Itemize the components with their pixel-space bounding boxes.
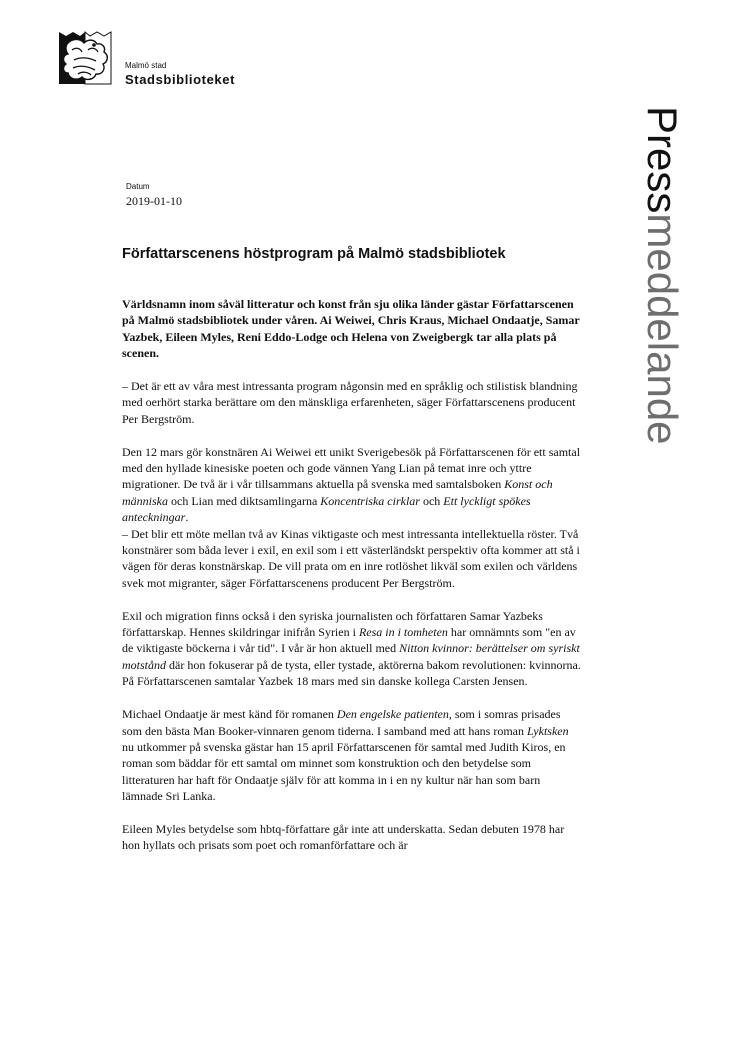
organization-name: Stadsbiblioteket	[125, 72, 236, 87]
book-title: Resa in i tomheten	[358, 625, 448, 640]
book-title: Koncentriska cirklar	[320, 493, 420, 508]
paragraph-michael-ondaatje: Michael Ondaatje är mest känd för romanen Den engelske patienten, som i somras prisades som den bästa Man Booker-vinnaren genom tiderna. I samband med att hans roman Lyktsken nu utkommer på svenska gästar han 15 april Författarscenen för samtal med Judith Kiros, en roman som bäddar för ett samtal om minnet som konstruktion och den betydelse som litteraturen har haft för Ondaatje själv för att komma in i en ny kultur när han som barn lämnade Sri Lanka.	[122, 707, 569, 804]
article-body	[122, 296, 582, 870]
book-title: Konst och människa	[122, 477, 553, 508]
paragraph-eileen-myles: Eileen Myles betydelse som hbtq-författare går inte att underskatta. Sedan debuten 1978 har hon hyllats och prisats som poet och romanförfattare och är	[122, 821, 565, 853]
paragraph-samar-yazbek: Exil och migration finns också i den syriska journalisten och författaren Samar Yazbeks författarskap. Hennes skildringar inifrån Syrien i Resa in i tomheten har omnämnts som "en av de viktigaste böckerna i vår tid". I vår är hon aktuell med Nitton kvinnor: berättelser om syriskt motstånd där hon fokuserar på de tysta, eller tystade, aktörerna bakom revolutionen: kvinnorna. På Författarscenen samtalar Yazbek 18 mars med sin danske kollega Carsten Jensen.	[122, 608, 581, 689]
paragraph-ai-weiwei: Den 12 mars gör konstnären Ai Weiwei ett unikt Sverigebesök på Författarscenen för ett samtal med den hyllade kinesiske poeten och gode vännen Yang Lian på temat inre och yttre migrationer. De två är i vår tillsammans aktuella på svenska med samtalsboken Konst och människa och Lian med diktsamlingarna Koncentriska cirklar och Ett lyckligt spökes anteckningar. – Det blir ett möte mellan två av Kinas viktigaste och mest intressanta intellektuella röster. Två konstnärer som båda lever i exil, en exil som i ett västerländskt perspektiv ofta kommer att stå i vägen för deras konstnärskap. De vill prata om en inre rotlöshet likväl som exilen och världens svek mot migranter, säger Författarscenens producent Per Bergström.	[122, 444, 581, 590]
article-title: Författarscenens höstprogram på Malmö stadsbibliotek	[122, 246, 506, 262]
pressmeddelande-vertical-label	[636, 106, 688, 546]
date-label: Datum	[126, 182, 150, 191]
book-title: Den engelske patienten	[336, 707, 449, 722]
book-title: Lyktsken	[526, 723, 569, 738]
organization-small-label: Malmö stad	[125, 61, 167, 70]
meddelande-label: meddelande	[639, 213, 686, 445]
book-title: Ett lyckligt spökes anteckningar	[122, 493, 531, 525]
date-value: 2019-01-10	[126, 194, 182, 208]
paragraph-quote: – Det är ett av våra mest intressanta program någonsin med en språklig och stilistisk blandning med oerhört starka berättare om den mänskliga erfarenheten, säger Författarscenens producent Per Bergström.	[122, 379, 578, 426]
book-title: Nitton kvinnor: berättelser om syriskt motstånd	[122, 641, 580, 672]
press-label: Press	[639, 106, 686, 214]
malmo-coat-of-arms-logo	[58, 30, 112, 86]
griffin-logo-icon	[58, 30, 112, 86]
lead-paragraph: Världsnamn inom såväl litteratur och konst från sju olika länder gästar Författarscenen på Malmö stadsbibliotek under våren. Ai Weiwei, Chris Kraus, Michael Ondaatje, Samar Yazbek, Eileen Myles, Reni Eddo-Lodge och Helena von Zweigbergk tar alla plats på scenen.	[122, 297, 580, 361]
